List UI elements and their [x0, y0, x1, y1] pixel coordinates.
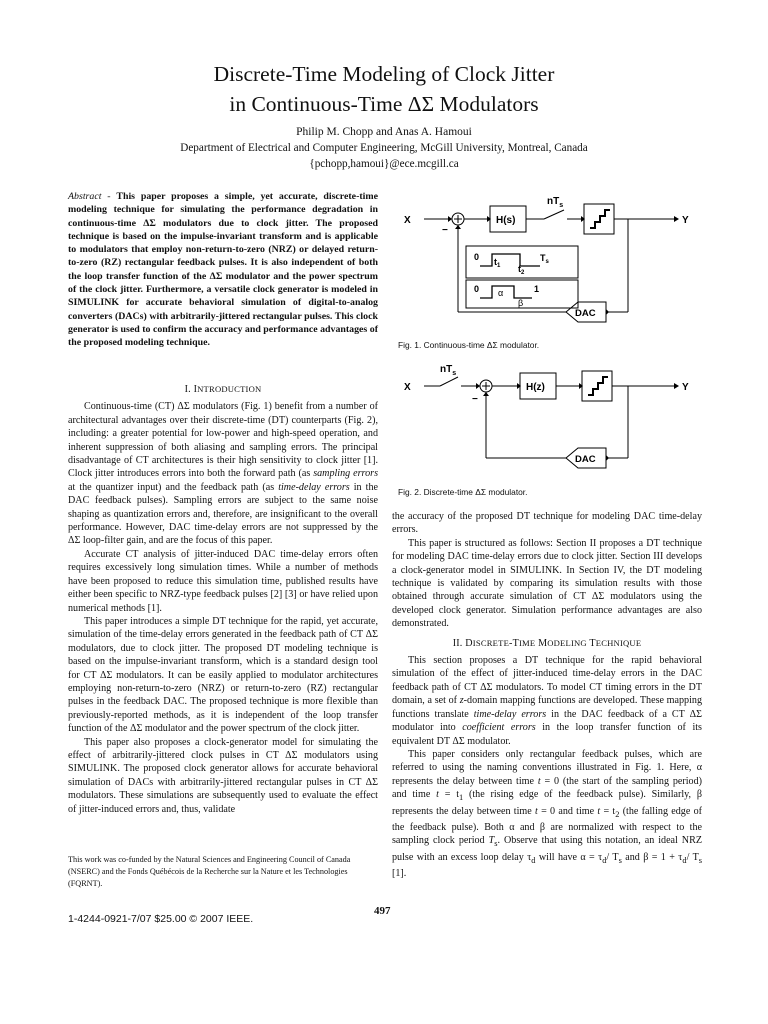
fig1-sampler-switch — [544, 210, 564, 219]
figure-2-diagram — [392, 360, 712, 480]
right-column-text — [392, 510, 702, 881]
page-number: 497 — [374, 905, 391, 917]
section2-paragraph-2: This paper considers only rectangular feedback pulses, which are referred to using the naming conventions illustrated in Fig. 1. Here, α represents the delay between time t = 0 (the start of the sampling period) and time $t = t_1$ (the rising edge of the feedback pulse). Similarly, β represents the delay between time t = 0 and time $t = t_2$ (the falling edge of the feedback pulse). Both α and β are normalized with respect to the sampling clock period $T_s$. Observe that using this notation, an ideal NRZ pulse with an excess loop delay $\tau_d$ will have $\alpha = \tau_d/$ $T_s$ and $\beta = 1 + \tau_d/$ $T_s$ [1]. — [392, 748, 703, 880]
fig1-filter-label: H(s) — [496, 215, 516, 226]
intro-paragraph-4: This paper also proposes a clock-generator model for simulating the effect of arbitrarily-jittered clock pulses in CT ΔΣ modulators using SIMULINK. The proposed clock generator allows for accurate behavioral simulation of DACs with arbitrarily-jittered rectangular pulses in CT ΔΣ modulators. These simulations are subsequently used to evaluate the effect of jitter-induced errors and, thus, validate — [68, 736, 378, 815]
paper-title-line2: in Continuous-Time ΔΣ Modulators — [229, 92, 539, 116]
fig2-minus: − — [472, 394, 478, 405]
right-paragraph-0: the accuracy of the proposed DT technique for modeling DAC time-delay errors. — [392, 511, 702, 536]
fig1-ts: $T_s$ — [540, 253, 549, 265]
fig1-t2: $t_2$ — [518, 264, 525, 276]
fig1-x-label: X — [404, 215, 411, 226]
right-paragraph-1: This paper is structured as follows: Section II proposes a DT technique for modeling DAC time-delay errors due to clock jitter. Section III develops a clock-generator model in SIMULINK. In Section IV, the DT modeling technique is validated by comparing its simulation results with those obtained through accurate simulation of CT ΔΣ modulators using the developed clock generator. Simulation performance advantages are also demonstrated. — [392, 537, 702, 630]
abstract-text: This paper proposes a simple, yet accurate, discrete-time modeling technique for simulating the performance degradation in continuous-time ΔΣ modulators due to clock jitter. The proposed technique is based on the impulse-invariant transform and is applicable to modulators that employ non-return-to-zero (NRZ) or delayed return-to-zero (RZ) rectangular feedback pulses. It is also independent of both the loop transfer function of the ΔΣ modulator and the power spectrum of the clock jitter. Furthermore, a versatile clock generator is modeled in SIMULINK for accurate behavioral simulation of digital-to-analog converters (DACs) with arbitrarily-jittered rectangular pulses. This clock generator is used to confirm the accuracy and performance advantages of the proposed modeling technique. — [68, 191, 378, 349]
fig1-minus: − — [442, 225, 448, 236]
section2-paragraph-1: This section proposes a DT technique for the rapid behavioral simulation of the effect of jitter-induced time-delay errors in the DAC feedback path of CT ΔΣ modulators. To model CT timing errors in the DT domain, a set of z-domain mapping functions are developed. These mapping functions translate time-delay errors in the DAC feedback of a CT ΔΣ modulator into coefficient errors in the loop transfer function of its equivalent DT ΔΣ modulator. — [392, 655, 703, 747]
section-heading-introduction — [68, 383, 378, 396]
section-introduction — [68, 377, 378, 816]
fig1-y-label: Y — [682, 215, 689, 226]
figure-2-caption: Fig. 2. Discrete-time ΔΣ modulator. — [398, 487, 528, 497]
fig2-filter-label: H(z) — [526, 382, 545, 393]
fig1-nrz-zero: 0 — [474, 252, 480, 262]
fig1-alpha: α — [498, 288, 504, 298]
fig1-rz-zero: 0 — [474, 284, 480, 294]
fig2-dac-label: DAC — [575, 454, 596, 465]
abstract: Abstract - This paper proposes a simple, yet accurate, discrete-time modeling technique for simulating the performance degradation in continuous-time ΔΣ modulators due to clock jitter. The proposed technique is based on the impulse-invariant transform and is applicable to modulators that employ non-return-to-zero (NRZ) or delayed return-to-zero (RZ) rectangular feedback pulses. It is also independent of both the loop transfer function of the ΔΣ modulator and the power spectrum of the clock jitter. Furthermore, a versatile clock generator is modeled in SIMULINK for accurate behavioral simulation of digital-to-analog converters (DACs) with arbitrarily-jittered rectangular pulses. This clock generator is used to confirm the accuracy and performance advantages of the proposed modeling technique. — [68, 191, 378, 349]
abstract-label: Abstract — [68, 191, 102, 202]
intro-paragraph-1: Continuous-time (CT) ΔΣ modulators (Fig. 1) benefit from a number of architectural advantages over their discrete-time (DT) counterparts (Fig. 2), including: a greater potential for low-power and high-speed operation, and inherent suppression of both aliasing and sampling errors. The principal disadvantage of CT architectures is their high sensitivity to clock jitter [1]. Clock jitter introduces errors into both the forward path (as sampling errors at the quantizer input) and the feedback path (as time-delay errors in the DAC feedback pulses). Sampling errors are subject to the same noise shaping as quantization errors and, therefore, are insignificant to the overall performance. However, DAC time-delay errors are not suppressed by the ΔΣ loop-filter gain, and are the focus of this paper. — [68, 401, 379, 547]
figure-1-diagram — [392, 188, 712, 338]
affiliation: Department of Electrical and Computer Engineering, McGill University, Montreal, Canada — [180, 142, 588, 154]
authors: Philip M. Chopp and Anas A. Hamoui — [296, 126, 472, 138]
intro-paragraph-2: Accurate CT analysis of jitter-induced DAC time-delay errors often requires excessively long simulation times. While a number of methods have been proposed to reduce this simulation time, published results have either been specific to NRZ-type feedback pulses [2] [3] or have relied upon numerical methods [1]. — [68, 548, 378, 614]
section-heading-rest: NTRODUCTION — [197, 384, 262, 394]
fig1-t1: $t_1$ — [494, 257, 501, 269]
email: {pchopp,hamoui}@ece.mcgill.ca — [309, 158, 459, 170]
intro-paragraph-3: This paper introduces a simple DT technique for the rapid, yet accurate, simulation of the time-delay errors generated in the feedback path of CT ΔΣ modulators, due to clock jitter. The proposed DT modeling technique is based on the impulse-invariant transform, which is a standard design tool for CT ΔΣ modulators. It can be easily applied to modulator architectures employing non-return-to-zero (NRZ) or return-to-zero (RZ) rectangular pulses in the feedback DAC. The proposed technique is more flexible than previously-reported methods, as it is independent of the loop transfer function of the ΔΣ modulator and the power spectrum of the clock jitter. — [68, 615, 378, 735]
fig1-rz-one: 1 — [534, 284, 540, 294]
section-heading-initial: I — [193, 384, 198, 395]
fig1-dac-label: DAC — [575, 308, 596, 319]
footnote: This work was co-funded by the Natural Sciences and Engineering Council of Canada (NSERC) and the Fonds Québécois de la Recherche sur la Nature et les Technologies (FQRNT). — [68, 855, 351, 888]
section-heading-2: II. DISCRETE-TIME MODELING TECHNIQUE — [452, 637, 642, 649]
fig2-y-label: Y — [682, 382, 689, 393]
fig1-beta: β — [518, 298, 524, 308]
copyright: 1-4244-0921-7/07 $25.00 © 2007 IEEE. — [68, 913, 254, 925]
fig1-rz-pulse — [480, 286, 532, 298]
fig2-x-label: X — [404, 382, 411, 393]
fig2-sample-label: $nT_s$ — [440, 364, 457, 377]
paper-title-line1: Discrete-Time Modeling of Clock Jitter — [213, 62, 555, 86]
fig1-sample-label: $nT_s$ — [547, 196, 564, 209]
fig2-sampler-switch — [440, 377, 458, 386]
section-number: I. — [184, 384, 191, 395]
figure-1-caption: Fig. 1. Continuous-time ΔΣ modulator. — [398, 340, 540, 350]
fig1-nrz-pulse — [480, 254, 540, 266]
